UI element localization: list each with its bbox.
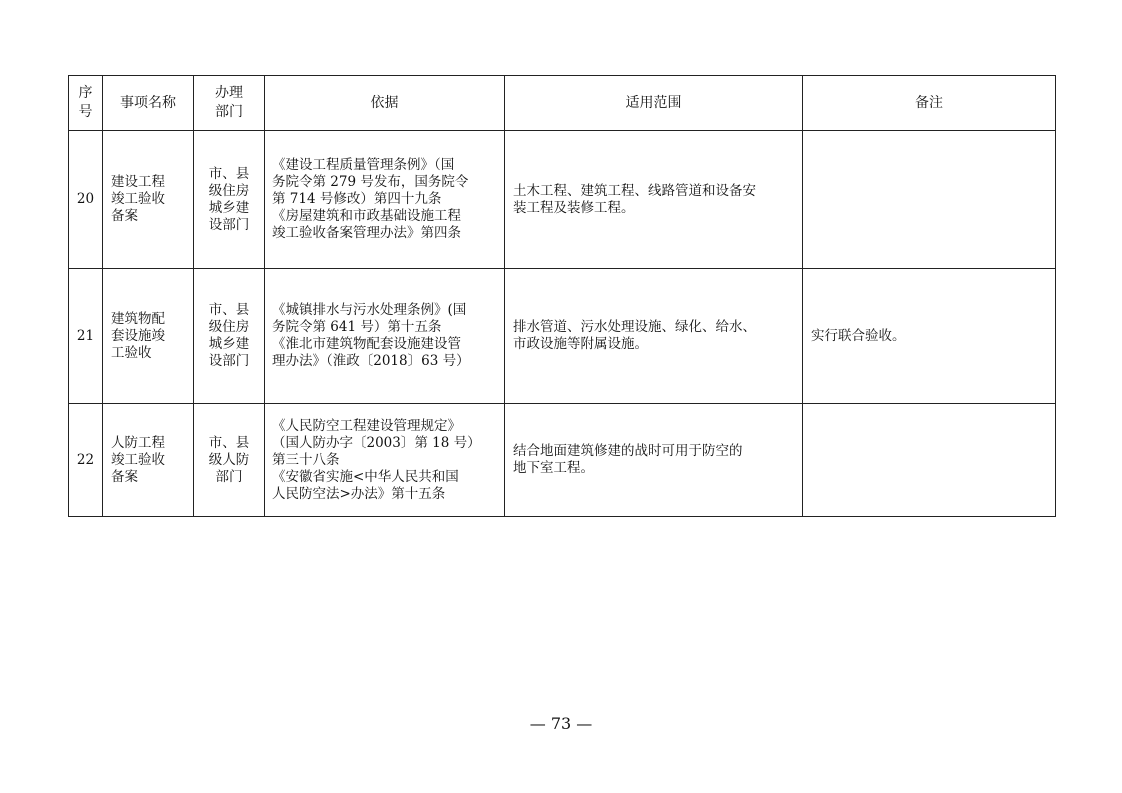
row-number: 20 [69, 131, 103, 269]
legal-basis: 《人民防空工程建设管理规定》 （国人防办字〔2003〕第 18 号） 第三十八条 《安徽省实施<中华人民共和国 人民防空法>办法》第十五条 [265, 404, 505, 517]
item-name: 人防工程 竣工验收 备案 [103, 404, 194, 517]
handling-department: 市、县 级住房 城乡建 设部门 [194, 131, 265, 269]
header-name: 事项名称 [103, 76, 194, 131]
header-basis: 依据 [265, 76, 505, 131]
row-number: 22 [69, 404, 103, 517]
header-no: 序 号 [69, 76, 103, 131]
approval-items-table [68, 75, 1056, 517]
header-dept: 办理 部门 [194, 76, 265, 131]
applicable-scope: 结合地面建筑修建的战时可用于防空的 地下室工程。 [505, 404, 803, 517]
table-header-row [69, 76, 1056, 131]
item-name: 建设工程 竣工验收 备案 [103, 131, 194, 269]
page-number: — 73 — [529, 714, 593, 733]
header-scope: 适用范围 [505, 76, 803, 131]
table-row [69, 131, 1056, 269]
row-number: 21 [69, 269, 103, 404]
remarks [803, 404, 1056, 517]
table-row [69, 404, 1056, 517]
applicable-scope: 土木工程、建筑工程、线路管道和设备安 装工程及装修工程。 [505, 131, 803, 269]
remarks: 实行联合验收。 [803, 269, 1056, 404]
table-row [69, 269, 1056, 404]
handling-department: 市、县 级住房 城乡建 设部门 [194, 269, 265, 404]
remarks [803, 131, 1056, 269]
item-name: 建筑物配 套设施竣 工验收 [103, 269, 194, 404]
applicable-scope: 排水管道、污水处理设施、绿化、给水、 市政设施等附属设施。 [505, 269, 803, 404]
header-note: 备注 [803, 76, 1056, 131]
handling-department: 市、县 级人防 部门 [194, 404, 265, 517]
legal-basis: 《建设工程质量管理条例》（国 务院令第 279 号发布，国务院令 第 714 号修改）第四十九条 《房屋建筑和市政基础设施工程 竣工验收备案管理办法》第四条 [265, 131, 505, 269]
legal-basis: 《城镇排水与污水处理条例》(国 务院令第 641 号）第十五条 《淮北市建筑物配套设施建设管 理办法》（淮政〔2018〕63 号） [265, 269, 505, 404]
